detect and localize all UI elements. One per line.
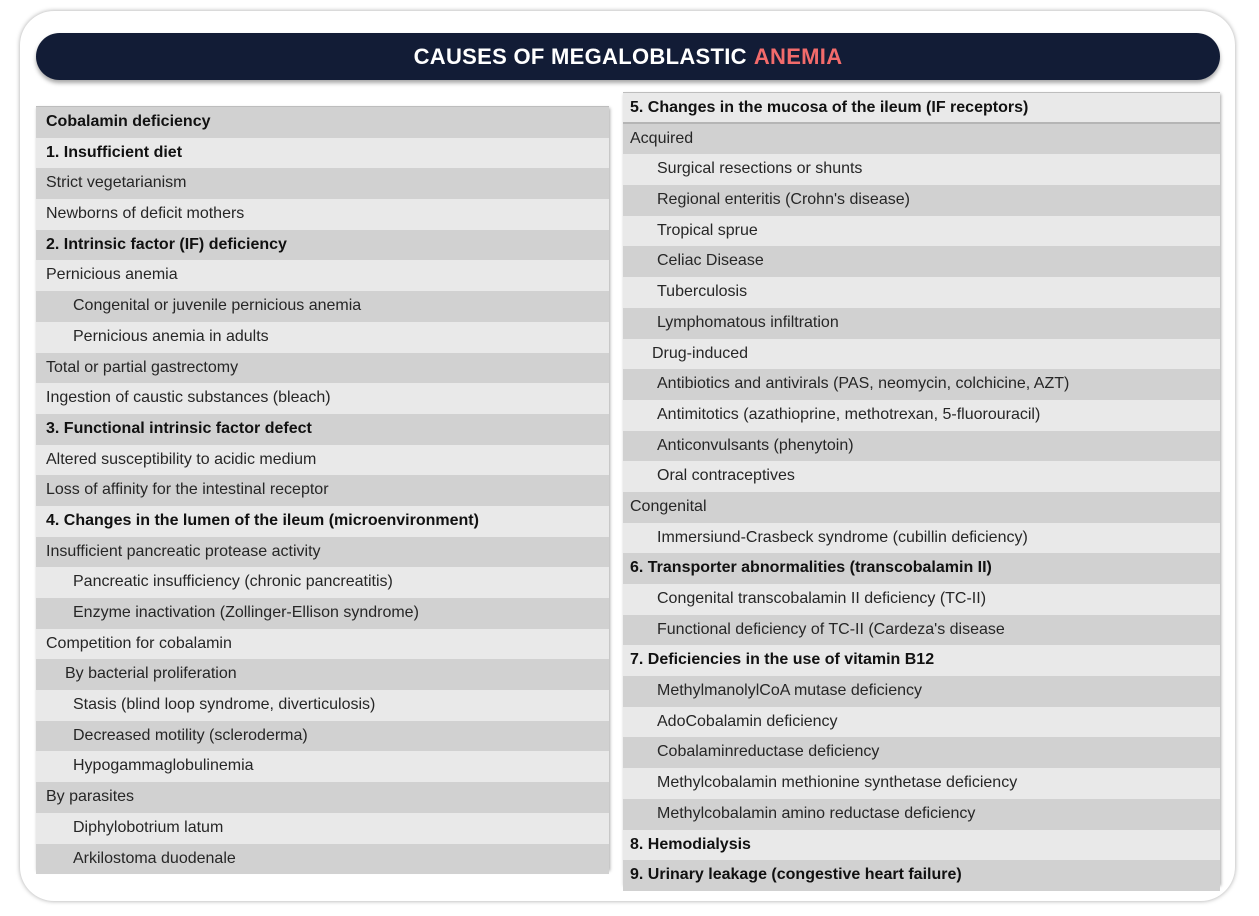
table-row: Enzyme inactivation (Zollinger-Ellison syndrome) bbox=[36, 598, 609, 629]
title-accent: ANEMIA bbox=[753, 43, 843, 69]
table-row: Congenital transcobalamin II deficiency (TC-II) bbox=[657, 590, 987, 607]
left-causes-table bbox=[36, 106, 609, 869]
table-row: Cobalaminreductase deficiency bbox=[623, 737, 1220, 768]
table-row: Celiac Disease bbox=[623, 246, 1220, 277]
right-causes-table bbox=[623, 92, 1220, 884]
table-section-heading: 1. Insufficient diet bbox=[46, 143, 183, 161]
table-row: AdoCobalamin deficiency bbox=[657, 712, 838, 730]
table-row: Antimitotics (azathioprine, methotrexan, 5-fluorouracil) bbox=[657, 405, 1041, 423]
table-row: Congenital bbox=[623, 492, 1220, 523]
table-row: Altered susceptibility to acidic medium bbox=[46, 450, 317, 468]
table-row: Methylcobalamin amino reductase deficiency bbox=[623, 799, 1220, 830]
table-row: MethylmanolylCoA mutase deficiency bbox=[623, 676, 1220, 707]
table-row: Methylcobalamin methionine synthetase deficiency bbox=[657, 774, 1018, 792]
table-row: Acquired bbox=[623, 124, 1220, 155]
table-row: By bacterial proliferation bbox=[36, 659, 609, 690]
table-row: Total or partial gastrectomy bbox=[36, 353, 609, 384]
table-row: Functional deficiency of TC-II (Cardeza's disease bbox=[623, 615, 1220, 646]
table-section-heading: 4. Changes in the lumen of the ileum (microenvironment) bbox=[46, 511, 479, 529]
table-row: Loss of affinity for the intestinal receptor bbox=[36, 475, 609, 506]
table-row: Lymphomatous infiltration bbox=[623, 308, 1220, 339]
table-section-heading: 3. Functional intrinsic factor defect bbox=[36, 414, 609, 445]
title-banner bbox=[36, 33, 1220, 80]
table-row: Pancreatic insufficiency (chronic pancreatitis) bbox=[73, 573, 393, 591]
table-row: Antibiotics and antivirals (PAS, neomycin, colchicine, AZT) bbox=[623, 369, 1220, 400]
table-section-heading: 8. Hemodialysis bbox=[630, 835, 751, 853]
table-row: Pernicious anemia in adults bbox=[73, 327, 269, 345]
table-row: Anticonvulsants (phenytoin) bbox=[623, 431, 1220, 462]
table-row: Newborns of deficit mothers bbox=[46, 205, 245, 223]
table-section-heading: 2. Intrinsic factor (IF) deficiency bbox=[36, 230, 609, 261]
title-main: CAUSES OF MEGALOBLASTIC bbox=[413, 43, 747, 69]
table-row: Tuberculosis bbox=[657, 283, 748, 301]
table-section-heading: Cobalamin deficiency bbox=[36, 107, 609, 138]
table-row: Immersiund-Crasbeck syndrome (cubillin deficiency) bbox=[657, 528, 1028, 546]
table-row: Stasis (blind loop syndrome, diverticulosis) bbox=[73, 696, 376, 714]
table-row: Arkilostoma duodenale bbox=[36, 844, 609, 875]
table-row: By parasites bbox=[36, 782, 609, 813]
table-row: Strict vegetarianism bbox=[36, 168, 609, 199]
table-row: Congenital or juvenile pernicious anemia bbox=[36, 291, 609, 322]
table-row: Drug-induced bbox=[652, 344, 749, 362]
table-section-heading: 7. Deficiencies in the use of vitamin B12 bbox=[630, 651, 935, 669]
table-row: Decreased motility (scleroderma) bbox=[36, 721, 609, 752]
table-row: Hypogammaglobulinemia bbox=[73, 757, 254, 775]
table-row: Regional enteritis (Crohn's disease) bbox=[623, 185, 1220, 216]
table-row: Insufficient pancreatic protease activity bbox=[36, 537, 609, 568]
table-row: Tropical sprue bbox=[657, 221, 758, 239]
table-row: Pernicious anemia bbox=[46, 266, 178, 284]
table-section-heading: 9. Urinary leakage (congestive heart failure) bbox=[623, 860, 1220, 891]
table-row: Surgical resections or shunts bbox=[657, 160, 863, 178]
table-section-heading: 5. Changes in the mucosa of the ileum (IF receptors) bbox=[623, 93, 1220, 124]
table-row: Ingestion of caustic substances (bleach) bbox=[46, 389, 331, 407]
table-row: Diphylobotrium latum bbox=[73, 818, 224, 836]
table-row: Oral contraceptives bbox=[657, 467, 795, 485]
table-section-heading: 6. Transporter abnormalities (transcobalamin II) bbox=[623, 553, 1220, 584]
table-row: Competition for cobalamin bbox=[46, 634, 232, 652]
